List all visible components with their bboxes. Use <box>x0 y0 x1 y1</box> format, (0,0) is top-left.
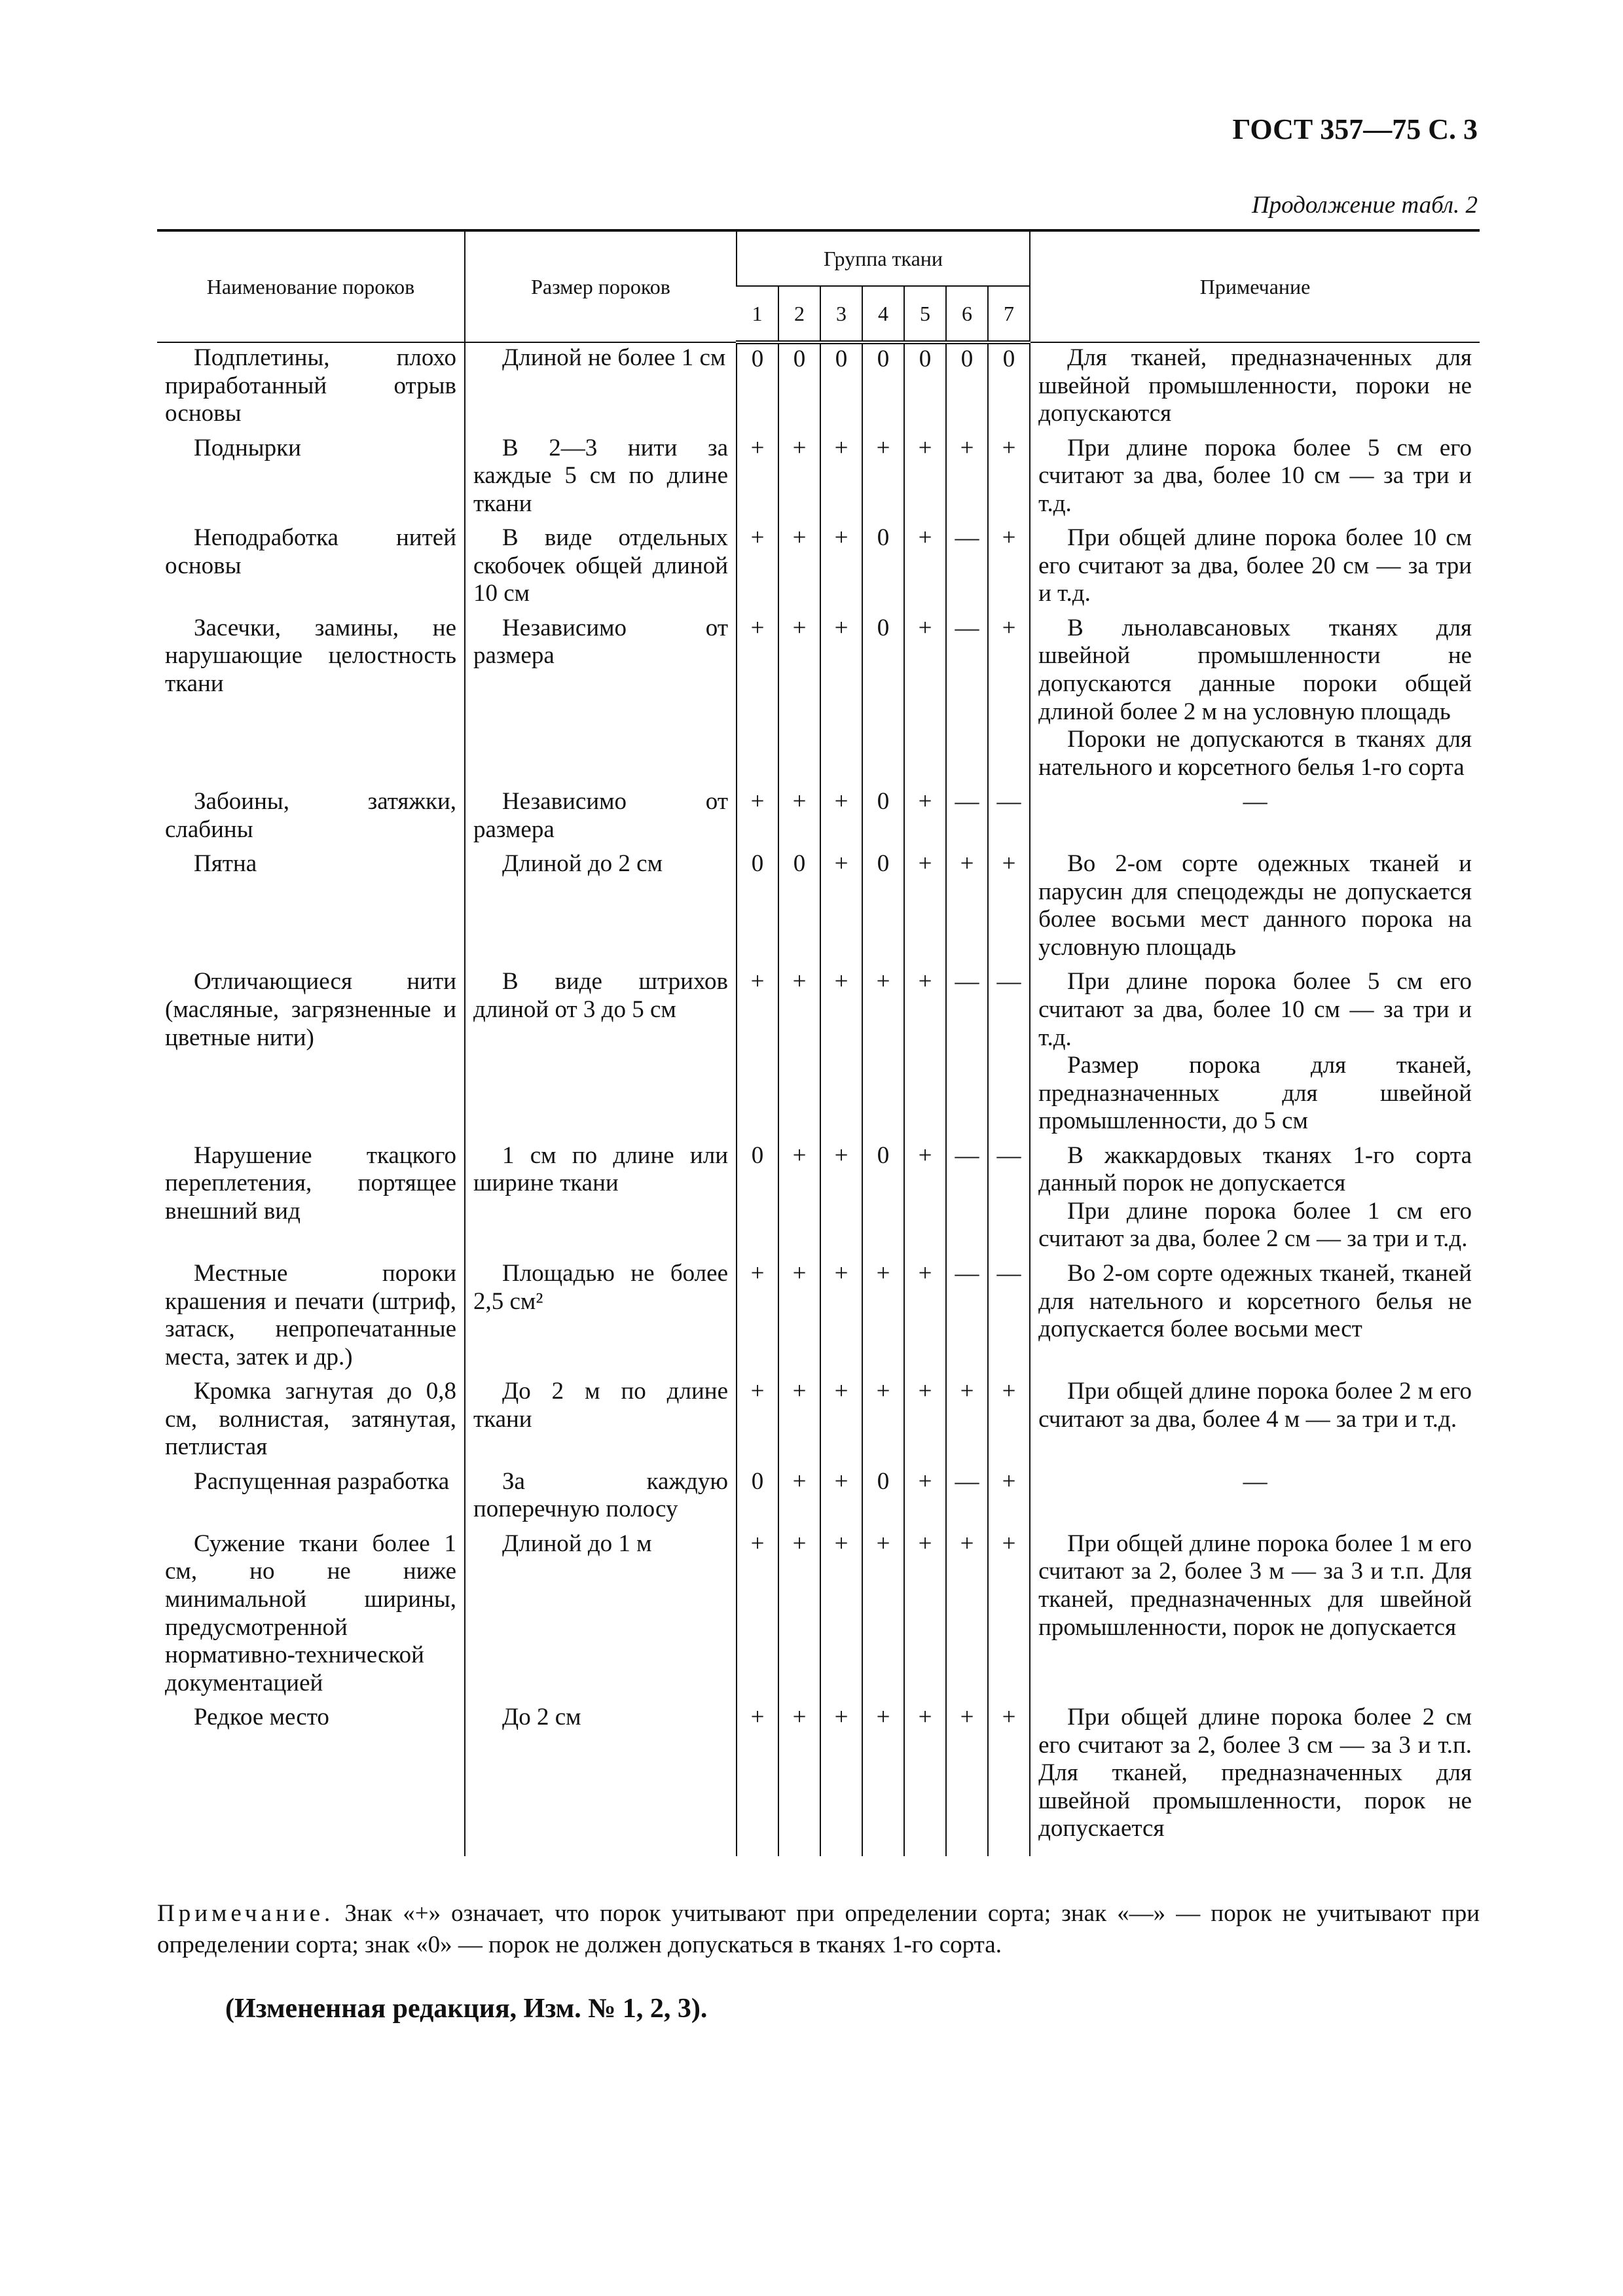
group-mark: + <box>778 433 820 524</box>
group-mark: + <box>946 433 988 524</box>
group-mark: + <box>862 1259 904 1376</box>
group-mark: + <box>904 1376 946 1467</box>
group-mark: 0 <box>737 849 778 967</box>
defect-size <box>465 1259 737 1376</box>
defect-note <box>1030 1529 1480 1702</box>
defect-size <box>465 613 737 787</box>
group-mark: + <box>778 1467 820 1529</box>
group-mark: 0 <box>862 342 904 433</box>
note-paragraph: Пороки не допускаются в тканях для нательного и корсетного белья 1-го сорта <box>1038 726 1472 781</box>
group-mark: + <box>820 849 862 967</box>
defect-note <box>1030 433 1480 524</box>
group-mark: + <box>820 1702 862 1856</box>
defect-size-text: За каждую поперечную полосу <box>473 1467 728 1523</box>
defect-name-text: Отличающиеся нити (масляные, загрязненные и цветные нити) <box>165 968 456 1051</box>
table-row <box>157 787 1480 849</box>
table-row <box>157 1702 1480 1856</box>
group-mark: + <box>862 1376 904 1467</box>
defect-name-text: Поднырки <box>194 434 301 461</box>
group-number: 4 <box>862 286 904 342</box>
group-mark: + <box>820 1529 862 1702</box>
defect-name-text: Сужение ткани более 1 см, но не ниже минимальной ширины, предусмотренной нормативно-технической документацией <box>165 1530 456 1696</box>
note-paragraph: Во 2-ом сорте одежных тканей и парусин для спецодежды не допускается более восьми мест данного порока на условную площадь <box>1038 850 1472 961</box>
column-header-group: Группа ткани <box>737 230 1030 286</box>
group-mark: 0 <box>988 342 1030 433</box>
group-mark: + <box>904 967 946 1140</box>
defect-size <box>465 967 737 1140</box>
group-mark: + <box>737 433 778 524</box>
group-mark: + <box>904 849 946 967</box>
defect-size <box>465 1702 737 1856</box>
column-header-size: Размер пороков <box>465 230 737 342</box>
group-mark: + <box>904 433 946 524</box>
group-mark: 0 <box>904 342 946 433</box>
group-mark: + <box>778 1259 820 1376</box>
group-mark: + <box>946 1529 988 1702</box>
table-row <box>157 849 1480 967</box>
group-mark: + <box>988 849 1030 967</box>
group-mark: + <box>988 1376 1030 1467</box>
group-mark: 0 <box>862 613 904 787</box>
group-mark: — <box>946 1259 988 1376</box>
group-mark: 0 <box>820 342 862 433</box>
group-mark: — <box>988 1141 1030 1259</box>
group-mark: + <box>862 1529 904 1702</box>
group-mark: + <box>862 1702 904 1856</box>
group-mark: 0 <box>778 342 820 433</box>
defect-note <box>1030 1702 1480 1856</box>
group-mark: — <box>946 1467 988 1529</box>
note-paragraph: При длине порока более 1 см его считают за два, более 2 см — за три и т.д. <box>1038 1197 1472 1253</box>
table-row <box>157 613 1480 787</box>
table-row <box>157 967 1480 1140</box>
defect-size-text: В виде штрихов длиной от 3 до 5 см <box>473 968 728 1024</box>
group-mark: + <box>737 1702 778 1856</box>
group-number: 3 <box>820 286 862 342</box>
defect-name-text: Подплетины, плохо приработанный отрыв основы <box>165 344 456 427</box>
group-mark: + <box>737 1376 778 1467</box>
note-paragraph: При общей длине порока более 10 см его считают за два, более 20 см — за три и т.д. <box>1038 524 1472 607</box>
group-mark: + <box>737 787 778 849</box>
group-mark: 0 <box>737 1141 778 1259</box>
note-paragraph: Для тканей, предназначенных для швейной промышленности, пороки не допускаются <box>1038 344 1472 427</box>
defect-name <box>157 1376 465 1467</box>
group-mark: + <box>820 1467 862 1529</box>
group-number: 2 <box>778 286 820 342</box>
group-mark: 0 <box>862 523 904 613</box>
defect-size <box>465 342 737 433</box>
group-mark: — <box>988 787 1030 849</box>
defect-size-text: Длиной не более 1 см <box>502 344 726 371</box>
defect-size-text: До 2 см <box>502 1704 581 1731</box>
defect-name-text: Пятна <box>194 850 257 878</box>
note-paragraph: Размер порока для тканей, предназначенных для швейной промышленности, до 5 см <box>1038 1052 1472 1135</box>
group-mark: + <box>988 1702 1030 1856</box>
group-mark: + <box>778 1141 820 1259</box>
defects-table <box>157 229 1480 1856</box>
group-mark: + <box>904 1702 946 1856</box>
group-mark: + <box>820 523 862 613</box>
note-paragraph: — <box>1243 1467 1267 1495</box>
group-mark: + <box>904 1141 946 1259</box>
group-mark: + <box>737 613 778 787</box>
column-header-note: Примечание <box>1030 230 1480 342</box>
defect-name <box>157 613 465 787</box>
table-row <box>157 523 1480 613</box>
table-caption: Продолжение табл. 2 <box>1251 192 1478 219</box>
defect-name <box>157 1467 465 1529</box>
group-mark: + <box>778 1529 820 1702</box>
defect-size-text: В виде отдельных скобочек общей длиной 10 см <box>473 524 728 607</box>
note-paragraph: При общей длине порока более 1 м его считают за 2, более 3 м — за 3 и т.п. Для тканей, предназначенных для швейной промышленности, порок не допускается <box>1038 1530 1472 1641</box>
group-mark: + <box>904 1259 946 1376</box>
defect-size-text: 1 см по длине или ширине ткани <box>473 1141 728 1197</box>
group-mark: + <box>988 1467 1030 1529</box>
group-mark: + <box>778 613 820 787</box>
group-mark: + <box>904 787 946 849</box>
group-mark: + <box>737 523 778 613</box>
defect-size-text: Длиной до 2 см <box>502 850 663 878</box>
group-mark: — <box>946 523 988 613</box>
defect-note <box>1030 1467 1480 1529</box>
defect-size <box>465 849 737 967</box>
group-mark: + <box>988 1529 1030 1702</box>
defect-note <box>1030 1141 1480 1259</box>
defect-note <box>1030 613 1480 787</box>
page-header: ГОСТ 357—75 С. 3 <box>1232 113 1478 145</box>
table-row <box>157 1141 1480 1259</box>
defect-note <box>1030 523 1480 613</box>
defect-size-text: Независимо от размера <box>473 614 728 670</box>
defect-size <box>465 433 737 524</box>
group-mark: + <box>988 433 1030 524</box>
defect-name-text: Местные пороки крашения и печати (штриф, затаск, непропечатанные места, затек и др.) <box>165 1259 456 1371</box>
defect-name-text: Неподработка нитей основы <box>165 524 456 579</box>
defect-name <box>157 967 465 1140</box>
table-row <box>157 1376 1480 1467</box>
group-mark: + <box>737 967 778 1140</box>
defect-name <box>157 1702 465 1856</box>
defect-name-text: Забоины, затяжки, слабины <box>165 788 456 843</box>
note-paragraph: Во 2-ом сорте одежных тканей, тканей для нательного и корсетного белья не допускается более восьми мест <box>1038 1259 1472 1343</box>
defect-name <box>157 1529 465 1702</box>
group-mark: + <box>820 1141 862 1259</box>
group-mark: + <box>778 787 820 849</box>
defect-name-text: Распущенная разработка <box>194 1467 450 1495</box>
group-mark: + <box>820 967 862 1140</box>
defect-size-text: Длиной до 1 м <box>502 1530 652 1557</box>
defect-name <box>157 433 465 524</box>
table-row <box>157 1259 1480 1376</box>
defect-name <box>157 849 465 967</box>
defect-note <box>1030 342 1480 433</box>
defect-size-text: Независимо от размера <box>473 788 728 843</box>
group-mark: + <box>904 613 946 787</box>
table-row <box>157 1529 1480 1702</box>
defect-note <box>1030 967 1480 1140</box>
defect-name <box>157 787 465 849</box>
group-mark: + <box>820 1376 862 1467</box>
column-header-name: Наименование пороков <box>157 230 465 342</box>
group-mark: + <box>820 787 862 849</box>
defect-size-text: До 2 м по длине ткани <box>473 1378 728 1433</box>
group-number: 5 <box>904 286 946 342</box>
group-mark: 0 <box>737 1467 778 1529</box>
defect-note <box>1030 1259 1480 1376</box>
group-mark: + <box>904 523 946 613</box>
defect-name <box>157 523 465 613</box>
group-mark: — <box>946 967 988 1140</box>
group-mark: + <box>778 1376 820 1467</box>
group-mark: — <box>946 787 988 849</box>
group-mark: + <box>946 1376 988 1467</box>
revision-note: (Измененная редакция, Изм. № 1, 2, 3). <box>225 1994 708 2024</box>
group-mark: + <box>737 1529 778 1702</box>
group-mark: + <box>988 613 1030 787</box>
defect-note <box>1030 787 1480 849</box>
group-mark: + <box>820 1259 862 1376</box>
group-mark: — <box>988 967 1030 1140</box>
defect-size-text: В 2—3 нити за каждые 5 см по длине ткани <box>473 434 728 517</box>
group-number: 7 <box>988 286 1030 342</box>
group-mark: 0 <box>862 1141 904 1259</box>
group-mark: + <box>778 967 820 1140</box>
defect-name <box>157 1259 465 1376</box>
group-mark: + <box>820 613 862 787</box>
defect-size <box>465 1376 737 1467</box>
group-mark: 0 <box>862 849 904 967</box>
note-paragraph: — <box>1243 788 1267 816</box>
table-row <box>157 433 1480 524</box>
group-mark: + <box>862 967 904 1140</box>
group-mark: — <box>988 1259 1030 1376</box>
group-mark: + <box>988 523 1030 613</box>
table-body <box>157 342 1480 1856</box>
group-mark: + <box>862 433 904 524</box>
group-mark: + <box>778 523 820 613</box>
table-row <box>157 342 1480 433</box>
group-number: 1 <box>737 286 778 342</box>
defect-note <box>1030 849 1480 967</box>
defect-name-text: Засечки, замины, не нарушающие целостность ткани <box>165 614 456 698</box>
group-mark: + <box>737 1259 778 1376</box>
footnote <box>157 1898 1480 1961</box>
defect-note <box>1030 1376 1480 1467</box>
note-paragraph: При общей длине порока более 2 см его считают за 2, более 3 см — за 3 и т.п. Для тканей, предназначенных для швейной промышленности, порок не допускается <box>1038 1704 1472 1842</box>
defect-size <box>465 1141 737 1259</box>
footnote-label: Примечание. <box>157 1900 335 1927</box>
defect-name <box>157 1141 465 1259</box>
note-paragraph: При длине порока более 5 см его считают за два, более 10 см — за три и т.д. <box>1038 434 1472 517</box>
group-mark: + <box>946 1702 988 1856</box>
note-paragraph: При длине порока более 5 см его считают за два, более 10 см — за три и т.д. <box>1038 968 1472 1051</box>
note-paragraph: В жаккардовых тканях 1-го сорта данный порок не допускается <box>1038 1141 1472 1197</box>
group-mark: + <box>904 1529 946 1702</box>
group-mark: — <box>946 613 988 787</box>
group-mark: — <box>946 1141 988 1259</box>
group-mark: + <box>778 1702 820 1856</box>
defect-size-text: Площадью не более 2,5 см² <box>473 1259 728 1315</box>
defect-size <box>465 1467 737 1529</box>
group-mark: + <box>946 849 988 967</box>
defect-size <box>465 787 737 849</box>
table-row <box>157 1467 1480 1529</box>
group-mark: 0 <box>862 787 904 849</box>
note-paragraph: В льнолавсановых тканях для швейной промышленности не допускаются данные пороки общей длиной более 2 м на условную площадь <box>1038 614 1472 725</box>
footnote-text: Знак «+» означает, что порок учитывают при определении сорта; знак «—» — порок не учитывают при определении сорта; знак «0» — порок не должен допускаться в тканях 1-го сорта. <box>157 1900 1480 1959</box>
group-mark: 0 <box>946 342 988 433</box>
group-number: 6 <box>946 286 988 342</box>
group-mark: + <box>904 1467 946 1529</box>
group-mark: 0 <box>778 849 820 967</box>
defect-size <box>465 523 737 613</box>
defect-name-text: Редкое место <box>194 1704 329 1731</box>
defect-name-text: Нарушение ткацкого переплетения, портящее внешний вид <box>165 1141 456 1225</box>
defect-name <box>157 342 465 433</box>
group-mark: 0 <box>862 1467 904 1529</box>
defect-name-text: Кромка загнутая до 0,8 см, волнистая, затянутая, петлистая <box>165 1378 456 1461</box>
note-paragraph: При общей длине порока более 2 м его считают за два, более 4 м — за три и т.д. <box>1038 1378 1472 1433</box>
group-mark: + <box>820 433 862 524</box>
defect-size <box>465 1529 737 1702</box>
group-mark: 0 <box>737 342 778 433</box>
